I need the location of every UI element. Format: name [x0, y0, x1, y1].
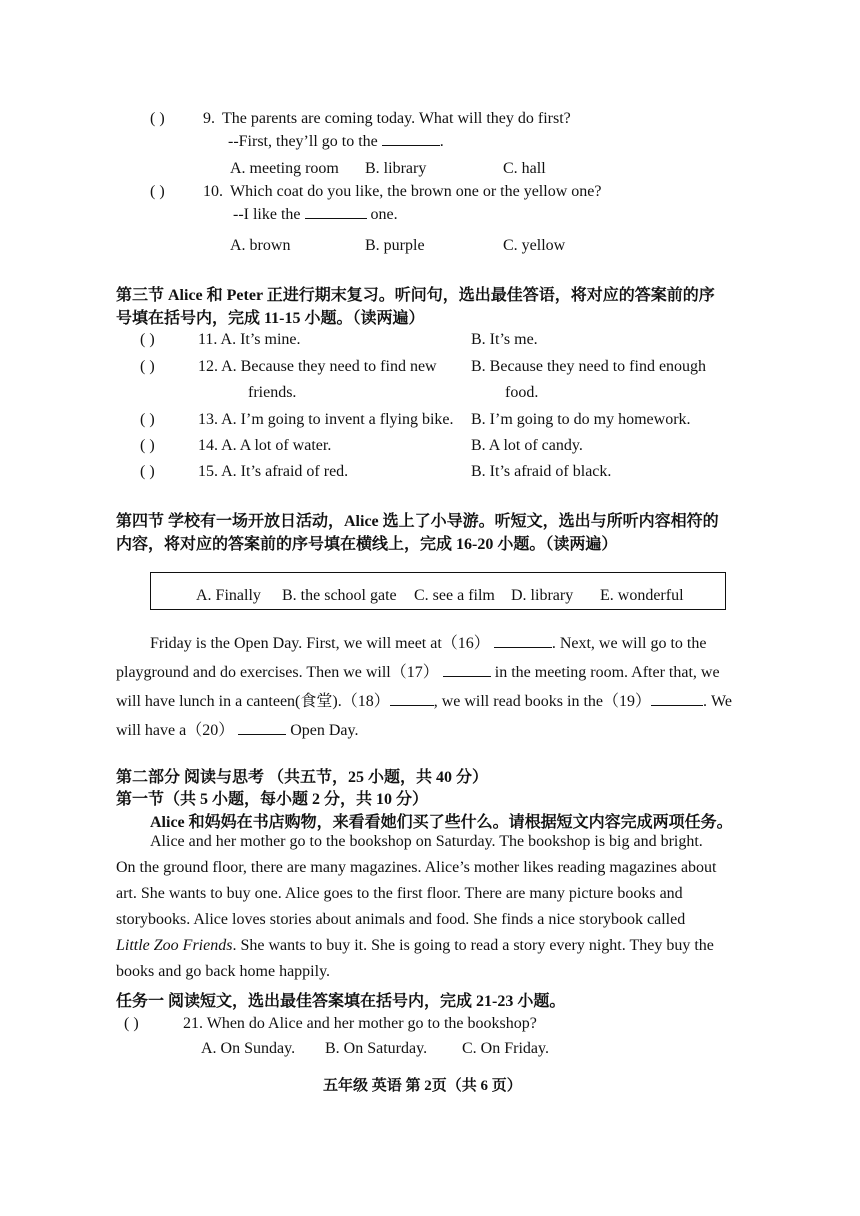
q10-number: 10. — [203, 183, 223, 200]
section3-heading-line2: 号填在括号内，完成 11-15 小题。（读两遍） — [116, 310, 425, 327]
q12-option-b: B. Because they need to find enough — [471, 358, 707, 375]
passage-line1-end: . Next, we will go to the — [551, 635, 707, 652]
q14-answer-bracket[interactable]: ( ) — [140, 437, 155, 454]
reading-line4: storybooks. Alice loves stories about animals and food. She finds a nice storybook called — [116, 911, 686, 928]
q10-question: Which coat do you like, the brown one or the yellow one? — [230, 183, 602, 200]
task1-heading: 任务一 阅读短文，选出最佳答案填在括号内，完成 21-23 小题。 — [116, 993, 566, 1010]
section4-heading-line2: 内容，将对应的答案前的序号填在横线上，完成 16-20 小题。（读两遍） — [116, 536, 618, 553]
reading-line6: books and go back home happily. — [116, 963, 331, 980]
q11-option-a: 11. A. It’s mine. — [198, 331, 301, 348]
word-bank-d: D. library — [511, 587, 574, 604]
q12-option-a-cont: friends. — [248, 384, 297, 401]
reading-line2: On the ground floor, there are many magazines. Alice’s mother likes reading magazines about — [116, 859, 717, 876]
blank-17[interactable] — [443, 662, 491, 677]
blank-16[interactable] — [494, 633, 552, 648]
word-bank-c: C. see a film — [414, 587, 495, 604]
q12-option-a: 12. A. Because they need to find new — [198, 358, 437, 375]
word-bank-b: B. the school gate — [282, 587, 397, 604]
q10-option-b: B. purple — [365, 237, 425, 254]
q21-question: 21. When do Alice and her mother go to the bookshop? — [183, 1015, 537, 1032]
q21-answer-bracket[interactable]: ( ) — [124, 1015, 139, 1032]
q9-blank[interactable] — [382, 131, 440, 146]
q9-option-a: A. meeting room — [230, 160, 339, 177]
passage-line3-start: will have lunch in a canteen(食堂).（18） — [116, 693, 390, 710]
q9-option-c: C. hall — [503, 160, 546, 177]
q9-answer-prefix: --First, they’ll go to the — [228, 133, 378, 150]
q15-option-a: 15. A. It’s afraid of red. — [198, 463, 349, 480]
reading-line5-rest: . She wants to buy it. She is going to read a story every night. They buy the — [232, 937, 714, 954]
passage-line4-end: Open Day. — [290, 722, 359, 739]
passage-line1 — [150, 630, 706, 653]
q9-question: The parents are coming today. What will they do first? — [222, 110, 571, 127]
q13-option-a: 13. A. I’m going to invent a flying bike. — [198, 411, 454, 428]
reading-line1: Alice and her mother go to the bookshop on Saturday. The bookshop is big and bright. — [150, 833, 703, 850]
q21-option-c: C. On Friday. — [462, 1040, 549, 1057]
part2-section1-heading: 第一节（共 5 小题，每小题 2 分，共 10 分） — [116, 791, 429, 808]
book-title: Little Zoo Friends — [116, 937, 233, 954]
part2-heading: 第二部分 阅读与思考 （共五节，25 小题，共 40 分） — [116, 769, 489, 786]
q21-option-b: B. On Saturday. — [325, 1040, 428, 1057]
q10-answer-prefix: --I like the — [233, 206, 301, 223]
passage-line3-end: . We — [703, 693, 732, 710]
q13-option-b: B. I’m going to do my homework. — [471, 411, 691, 428]
q10-option-c: C. yellow — [503, 237, 566, 254]
word-bank-e: E. wonderful — [600, 587, 684, 604]
q10-option-a: A. brown — [230, 237, 291, 254]
passage-line1-start: Friday is the Open Day. First, we will meet at（16） — [150, 635, 490, 652]
page-footer: 五年级 英语 第 2页（共 6 页） — [323, 1078, 522, 1094]
q11-option-b: B. It’s me. — [471, 331, 538, 348]
blank-19[interactable] — [651, 691, 703, 706]
q21-option-a: A. On Sunday. — [201, 1040, 296, 1057]
word-bank-a: A. Finally — [196, 587, 261, 604]
q9-number: 9. — [203, 110, 215, 127]
q15-answer-bracket[interactable]: ( ) — [140, 463, 155, 480]
passage-line2 — [116, 659, 720, 682]
reading-line5 — [116, 937, 714, 955]
blank-18[interactable] — [390, 691, 434, 706]
q9-answer-bracket[interactable]: ( ) — [150, 110, 165, 127]
section4-heading-line1: 第四节 学校有一场开放日活动，Alice 选上了小导游。听短文，选出与所听内容相符的 — [116, 513, 719, 530]
passage-line2-start: playground and do exercises. Then we will（17） — [116, 664, 439, 681]
part2-intro: Alice 和妈妈在书店购物，来看看她们买了些什么。请根据短文内容完成两项任务。 — [150, 814, 733, 831]
q12-option-b-cont: food. — [505, 384, 539, 401]
q10-blank[interactable] — [305, 204, 367, 219]
passage-line4-start: will have a（20） — [116, 722, 235, 739]
q14-option-b: B. A lot of candy. — [471, 437, 583, 454]
blank-20[interactable] — [238, 720, 286, 735]
reading-line3: art. She wants to buy one. Alice goes to the first floor. There are many picture books and — [116, 885, 683, 902]
passage-line3-mid: , we will read books in the（19） — [433, 693, 652, 710]
q10-answer-bracket[interactable]: ( ) — [150, 183, 165, 200]
passage-line4 — [116, 717, 358, 740]
q10-answer-suffix: one. — [370, 206, 398, 223]
section3-heading-line1: 第三节 Alice 和 Peter 正进行期末复习。听问句，选出最佳答语，将对应的答案前的序 — [116, 287, 715, 304]
q15-option-b: B. It’s afraid of black. — [471, 463, 612, 480]
q12-answer-bracket[interactable]: ( ) — [140, 358, 155, 375]
q11-answer-bracket[interactable]: ( ) — [140, 331, 155, 348]
q14-option-a: 14. A. A lot of water. — [198, 437, 332, 454]
passage-line2-end: in the meeting room. After that, we — [494, 664, 720, 681]
q10-answer-line — [233, 204, 398, 224]
q9-option-b: B. library — [365, 160, 427, 177]
q9-answer-suffix: . — [439, 133, 444, 150]
q13-answer-bracket[interactable]: ( ) — [140, 411, 155, 428]
passage-line3 — [116, 688, 732, 711]
q9-answer-line — [228, 131, 444, 151]
